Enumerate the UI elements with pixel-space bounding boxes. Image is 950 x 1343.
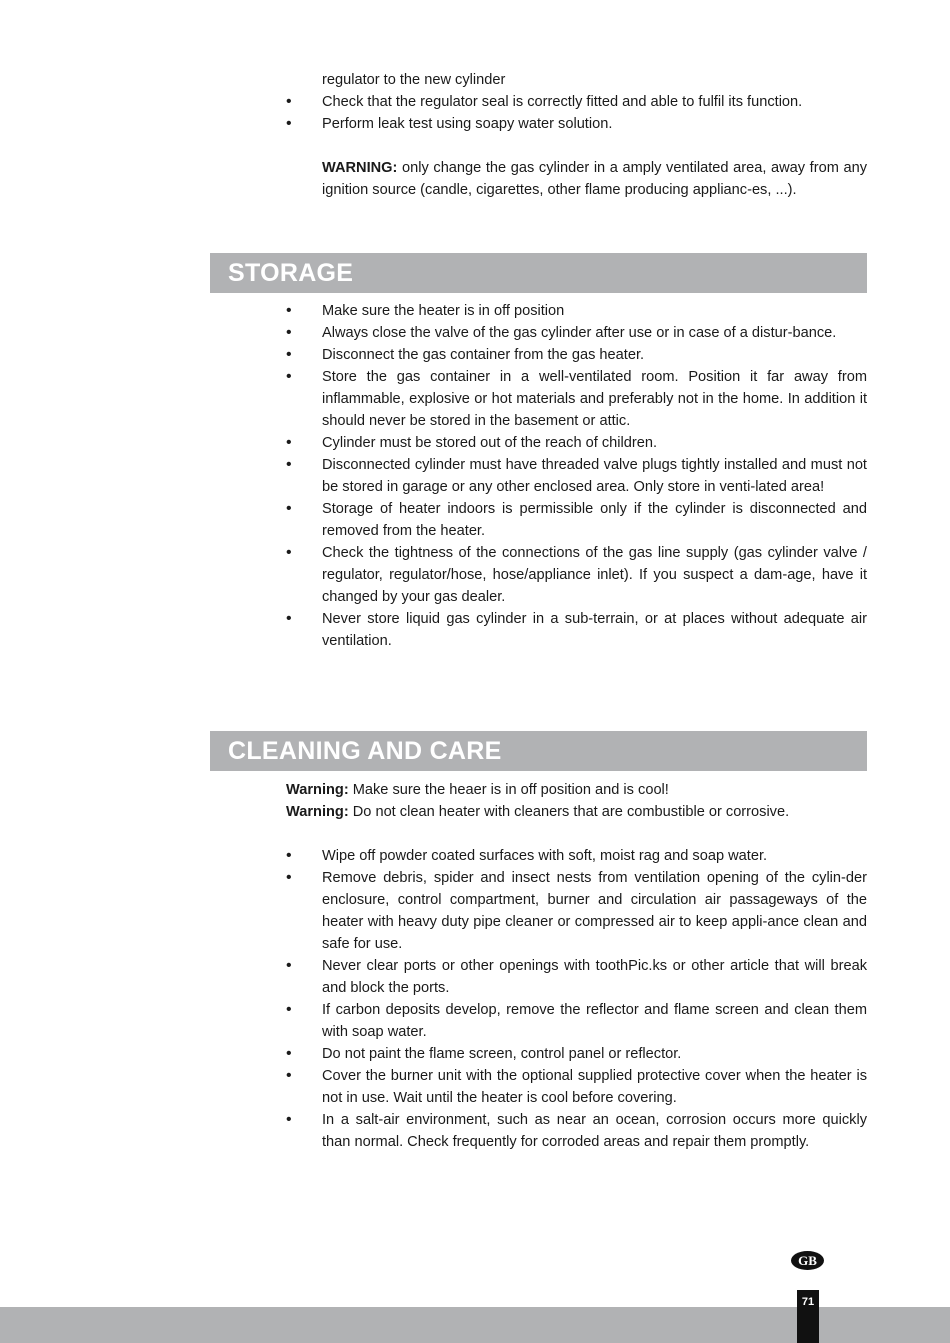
list-item-text: Cylinder must be stored out of the reach of children. bbox=[322, 435, 658, 451]
bullet-icon: • bbox=[286, 1045, 292, 1062]
list-item bbox=[286, 1065, 867, 1109]
warning-label: Warning: bbox=[286, 804, 349, 820]
bullet-icon: • bbox=[286, 957, 292, 974]
list-item bbox=[286, 454, 867, 498]
bullet-icon: • bbox=[286, 93, 292, 110]
bullet-icon: • bbox=[286, 1067, 292, 1084]
list-item-text: Do not paint the flame screen, control panel or reflector. bbox=[322, 1046, 682, 1062]
bullet-icon: • bbox=[286, 500, 292, 517]
gas-cylinder-warning bbox=[322, 157, 867, 201]
list-item bbox=[286, 542, 867, 608]
list-item-text: Never store liquid gas cylinder in a sub-terrain, or at places without adequate air ventilation. bbox=[322, 611, 867, 649]
warning-text: Make sure the heaer is in off position and is cool! bbox=[348, 782, 669, 798]
cleaning-bullet-list bbox=[286, 845, 867, 1153]
bullet-icon: • bbox=[286, 1001, 292, 1018]
bullet-icon: • bbox=[286, 610, 292, 627]
list-item bbox=[286, 366, 867, 432]
list-item bbox=[286, 300, 867, 322]
bullet-icon: • bbox=[286, 324, 292, 341]
list-item-text: Always close the valve of the gas cylinder after use or in case of a distur-bance. bbox=[322, 325, 837, 341]
cleaning-warning-1 bbox=[286, 779, 669, 801]
list-item-text: Storage of heater indoors is permissible only if the cylinder is disconnected and removed from the heater. bbox=[322, 501, 867, 539]
list-item bbox=[286, 498, 867, 542]
list-item bbox=[286, 322, 867, 344]
cleaning-warning-2 bbox=[286, 801, 789, 823]
list-item-text: Remove debris, spider and insect nests from ventilation opening of the cylin-der enclosure, control compartment, burner and circulation air passageways of the heater with heavy duty pipe cleaner or compressed air to keep appli-ance clean and safe for use. bbox=[322, 870, 867, 952]
list-item bbox=[286, 845, 867, 867]
list-item bbox=[286, 432, 867, 454]
list-item-text: Never clear ports or other openings with toothPic.ks or other article that will break and block the ports. bbox=[322, 958, 867, 996]
warning-text: Do not clean heater with cleaners that are combustible or corrosive. bbox=[348, 804, 790, 820]
list-item bbox=[286, 344, 867, 366]
storage-bullet-list bbox=[286, 300, 867, 652]
list-item-text: Wipe off powder coated surfaces with soft, moist rag and soap water. bbox=[322, 848, 768, 864]
list-item-text: Store the gas container in a well-ventilated room. Position it far away from inflammable, explosive or hot materials and preferably not in the home. In addition it should never be stored in the basement or attic. bbox=[322, 369, 867, 429]
bullet-icon: • bbox=[286, 346, 292, 363]
list-item bbox=[286, 608, 867, 652]
list-item bbox=[286, 1109, 867, 1153]
bullet-icon: • bbox=[286, 368, 292, 385]
bullet-icon: • bbox=[286, 1111, 292, 1128]
list-item-text: Perform leak test using soapy water solution. bbox=[322, 116, 613, 132]
bullet-icon: • bbox=[286, 847, 292, 864]
intro-bullet-list bbox=[286, 91, 867, 135]
page-number: 71 bbox=[797, 1290, 819, 1343]
bullet-icon: • bbox=[286, 115, 292, 132]
list-item bbox=[286, 1043, 867, 1065]
warning-label: WARNING: bbox=[322, 160, 398, 176]
list-item bbox=[286, 867, 867, 955]
warning-label: Warning: bbox=[286, 782, 349, 798]
storage-heading: STORAGE bbox=[210, 253, 867, 293]
language-badge: GB bbox=[791, 1251, 824, 1270]
list-item bbox=[286, 91, 867, 113]
list-item-text: In a salt-air environment, such as near an ocean, corrosion occurs more quickly than normal. Check frequently for corroded areas and repair them promptly. bbox=[322, 1112, 867, 1150]
continuation-line: regulator to the new cylinder bbox=[322, 72, 506, 88]
list-item bbox=[286, 999, 867, 1043]
bullet-icon: • bbox=[286, 544, 292, 561]
list-item bbox=[286, 955, 867, 999]
bullet-icon: • bbox=[286, 434, 292, 451]
list-item-text: Disconnected cylinder must have threaded valve plugs tightly installed and must not be stored in garage or any other enclosed area. Only store in venti-lated area! bbox=[322, 457, 867, 495]
list-item-text: Check that the regulator seal is correctly fitted and able to fulfil its function. bbox=[322, 94, 803, 110]
bullet-icon: • bbox=[286, 456, 292, 473]
list-item bbox=[286, 113, 867, 135]
bullet-icon: • bbox=[286, 869, 292, 886]
list-item-text: Check the tightness of the connections of the gas line supply (gas cylinder valve / regulator, regulator/hose, hose/appliance inlet). If you suspect a dam-age, have it changed by your gas dealer. bbox=[322, 545, 867, 605]
bullet-icon: • bbox=[286, 302, 292, 319]
list-item-text: Disconnect the gas container from the gas heater. bbox=[322, 347, 645, 363]
warning-text: only change the gas cylinder in a amply ventilated area, away from any ignition source (candle, cigarettes, other flame producing applianc-es, ...). bbox=[322, 160, 867, 198]
list-item-text: Make sure the heater is in off position bbox=[322, 303, 565, 319]
list-item-text: If carbon deposits develop, remove the reflector and flame screen and clean them with soap water. bbox=[322, 1002, 867, 1040]
list-item-text: Cover the burner unit with the optional supplied protective cover when the heater is not in use. Wait until the heater is cool before covering. bbox=[322, 1068, 867, 1106]
cleaning-heading: CLEANING AND CARE bbox=[210, 731, 867, 771]
